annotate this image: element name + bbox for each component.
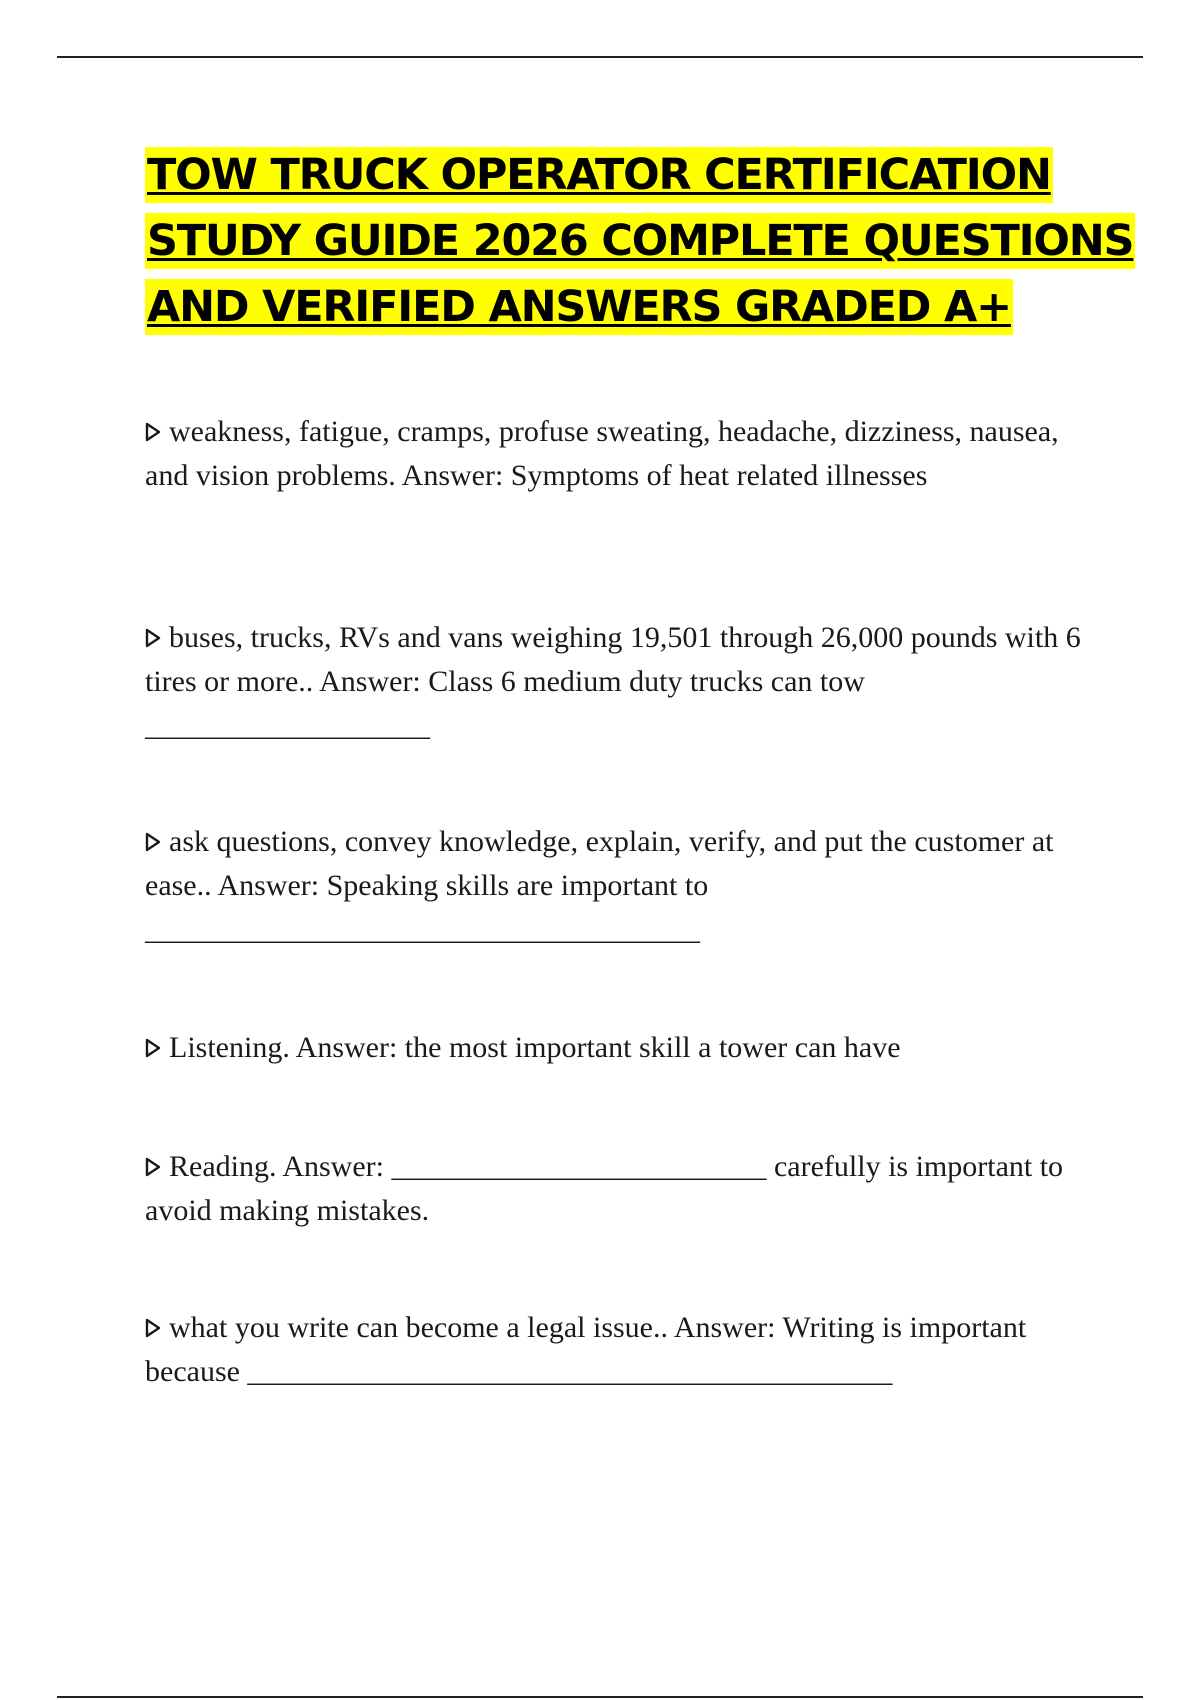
answer-blank: _____________________________________ — [145, 913, 700, 946]
qa-text: ask questions, convey knowledge, explain, verify, and put the customer at ease.. Answer: Speaking skills are important to — [145, 825, 1054, 902]
top-rule — [57, 56, 1143, 58]
title-line: AND VERIFIED ANSWERS GRADED A+ — [145, 279, 1013, 335]
qa-item — [145, 1145, 1095, 1233]
qa-item — [145, 410, 1095, 498]
qa-item — [145, 616, 1095, 748]
triangle-arrow-icon — [145, 422, 161, 442]
document-title — [145, 144, 1134, 342]
qa-text: weakness, fatigue, cramps, profuse sweating, headache, dizziness, nausea, and vision problems. Answer: Symptoms of heat related illnesses — [145, 415, 1059, 492]
qa-item — [145, 820, 1095, 952]
triangle-arrow-icon — [145, 1038, 161, 1058]
qa-text: Listening. Answer: the most important skill a tower can have — [169, 1031, 901, 1064]
qa-text: Reading. Answer: _________________________ carefully is important to avoid making mistakes. — [145, 1150, 1064, 1227]
bottom-rule — [57, 1696, 1143, 1698]
title-line: TOW TRUCK OPERATOR CERTIFICATION — [145, 147, 1053, 203]
answer-blank: ___________________ — [145, 709, 430, 742]
triangle-arrow-icon — [145, 1157, 161, 1177]
triangle-arrow-icon — [145, 1318, 161, 1338]
triangle-arrow-icon — [145, 832, 161, 852]
qa-text: buses, trucks, RVs and vans weighing 19,501 through 26,000 pounds with 6 tires or more.. Answer: Class 6 medium duty trucks can tow — [145, 621, 1081, 698]
title-line: STUDY GUIDE 2026 COMPLETE QUESTIONS — [145, 213, 1135, 269]
qa-text: what you write can become a legal issue.. Answer: Writing is important because ___________________________________________ — [145, 1311, 1027, 1388]
triangle-arrow-icon — [145, 628, 161, 648]
qa-item — [145, 1306, 1095, 1394]
qa-item — [145, 1026, 1095, 1070]
